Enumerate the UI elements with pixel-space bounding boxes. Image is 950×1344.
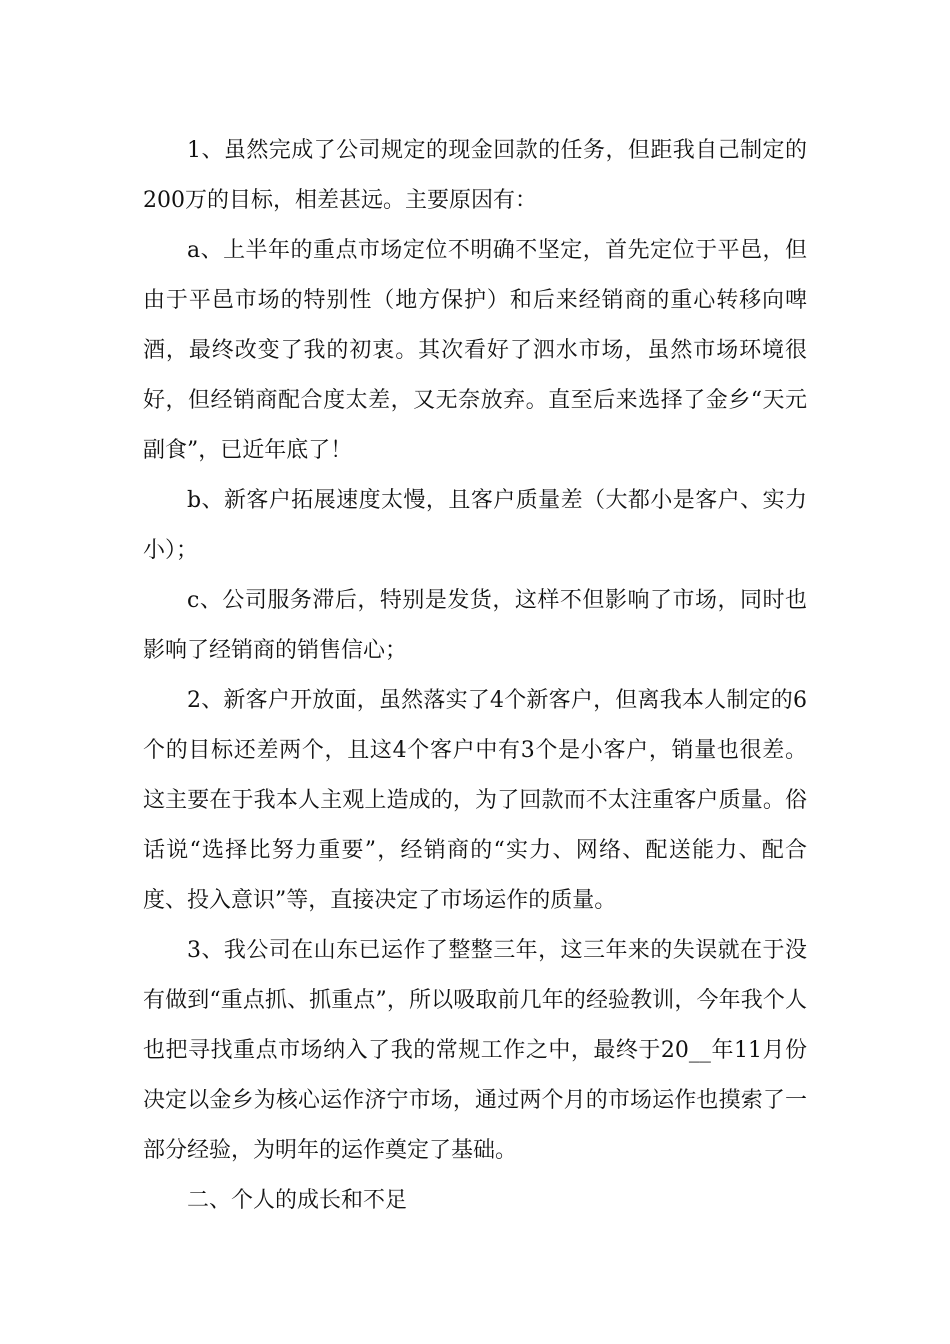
paragraph-reason-b: b、新客户拓展速度太慢，且客户质量差（大都小是客户、实力小）；	[143, 488, 807, 563]
paragraph-new-clients: 2、新客户开放面，虽然落实了4个新客户，但离我本人制定的6个的目标还差两个，且这4个客户中有3个是小客户，销量也很差。这主要在于我本人主观上造成的，为了回款而不太注重客户质量。俗话说“选择比努力重要”，经销商的“实力、网络、配送能力、配合度、投入意识”等，直接决定了市场运作的质量。	[143, 688, 807, 913]
document-body	[143, 126, 807, 1226]
paragraph-key-markets: 3、我公司在山东已运作了整整三年，这三年来的失误就在于没有做到“重点抓、抓重点”，所以吸取前几年的经验教训，今年我个人也把寻找重点市场纳入了我的常规工作之中，最终于20__年11月份决定以金乡为核心运作济宁市场，通过两个月的市场运作也摸索了一部分经验，为明年的运作奠定了基础。	[143, 938, 807, 1163]
paragraph-reason-a: a、上半年的重点市场定位不明确不坚定，首先定位于平邑，但由于平邑市场的特别性（地方保护）和后来经销商的重心转移向啤酒，最终改变了我的初衷。其次看好了泗水市场，虽然市场环境很好，但经销商配合度太差，又无奈放弃。直至后来选择了金乡“天元副食”，已近年底了！	[143, 238, 807, 463]
paragraph-revenue-target: 1、虽然完成了公司规定的现金回款的任务，但距我自己制定的200万的目标，相差甚远。主要原因有：	[143, 138, 807, 213]
paragraph-reason-c: c、公司服务滞后，特别是发货，这样不但影响了市场，同时也影响了经销商的销售信心；	[143, 588, 807, 663]
section-heading: 二、个人的成长和不足	[187, 1188, 408, 1213]
